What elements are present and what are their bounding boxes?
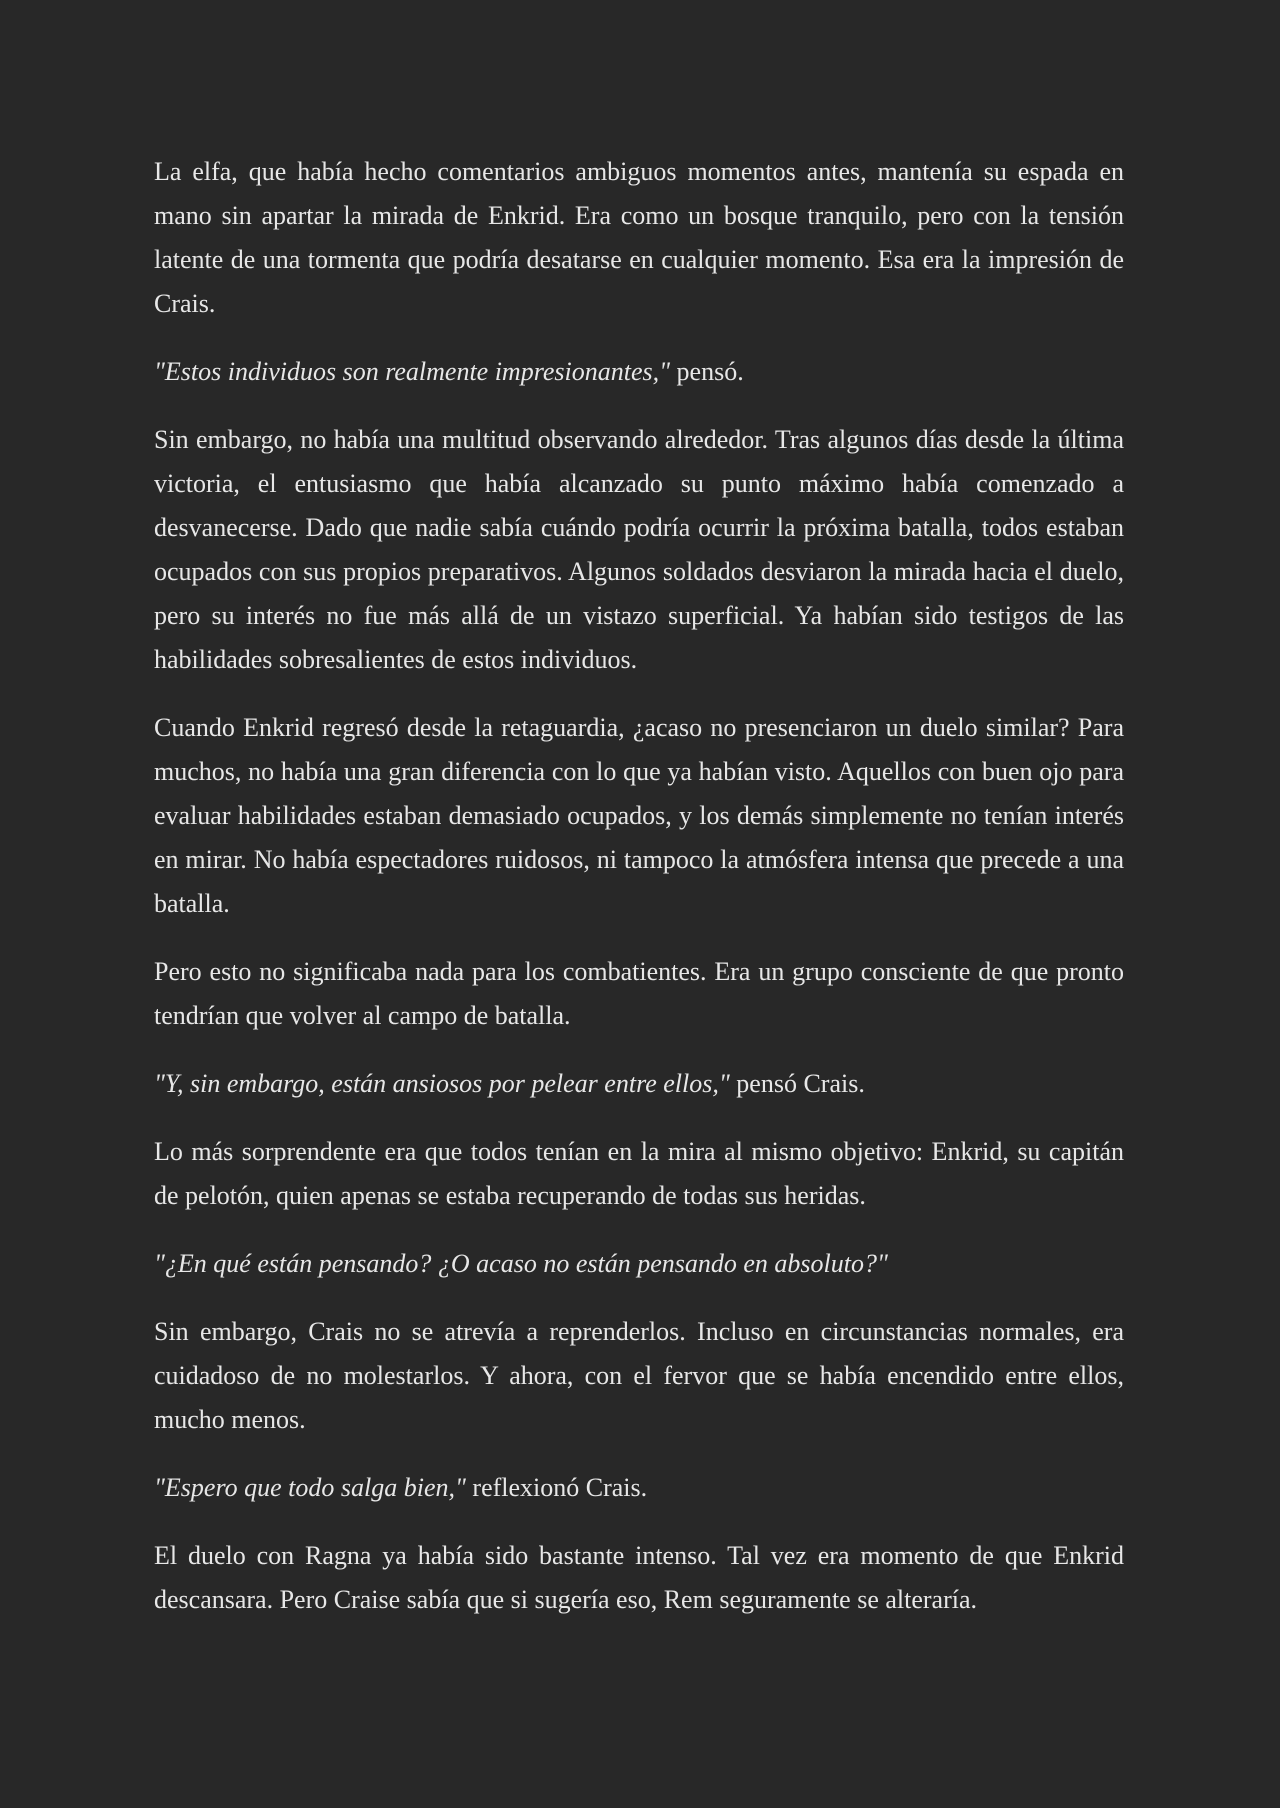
paragraph <box>154 350 1124 394</box>
narration-text: reflexionó Crais. <box>465 1473 648 1502</box>
paragraph <box>154 418 1124 682</box>
paragraph <box>154 1466 1124 1510</box>
narration-text: Sin embargo, Crais no se atrevía a reprenderlos. Incluso en circunstancias normales, era cuidadoso de no molestarlos. Y ahora, con el fervor que se había encendido entre ellos, mucho menos. <box>154 1317 1124 1434</box>
paragraph <box>154 950 1124 1038</box>
thought-text: "Y, sin embargo, están ansiosos por pelear entre ellos," <box>154 1069 730 1098</box>
paragraph <box>154 1242 1124 1286</box>
narration-text: pensó. <box>670 357 744 386</box>
narration-text: El duelo con Ragna ya había sido bastante intenso. Tal vez era momento de que Enkrid descansara. Pero Craise sabía que si sugería eso, Rem seguramente se alteraría. <box>154 1541 1124 1614</box>
paragraph <box>154 1534 1124 1622</box>
narration-text: pensó Crais. <box>729 1069 865 1098</box>
thought-text: "¿En qué están pensando? ¿O acaso no están pensando en absoluto?" <box>154 1249 888 1278</box>
narration-text: Cuando Enkrid regresó desde la retaguardia, ¿acaso no presenciaron un duelo similar? Para muchos, no había una gran diferencia con lo que ya habían visto. Aquellos con buen ojo para evaluar habilidades estaban demasiado ocupados, y los demás simplemente no tenían interés en mirar. No había espectadores ruidosos, ni tampoco la atmósfera intensa que precede a una batalla. <box>154 713 1124 918</box>
narration-text: Lo más sorprendente era que todos tenían en la mira al mismo objetivo: Enkrid, su capitán de pelotón, quien apenas se estaba recuperando de todas sus heridas. <box>154 1137 1124 1210</box>
paragraph <box>154 1062 1124 1106</box>
paragraph <box>154 150 1124 326</box>
narration-text: La elfa, que había hecho comentarios ambiguos momentos antes, mantenía su espada en mano sin apartar la mirada de Enkrid. Era como un bosque tranquilo, pero con la tensión latente de una tormenta que podría desatarse en cualquier momento. Esa era la impresión de Crais. <box>154 157 1124 318</box>
paragraph <box>154 706 1124 926</box>
narration-text: Sin embargo, no había una multitud observando alrededor. Tras algunos días desde la última victoria, el entusiasmo que había alcanzado su punto máximo había comenzado a desvanecerse. Dado que nadie sabía cuándo podría ocurrir la próxima batalla, todos estaban ocupados con sus propios preparativos. Algunos soldados desviaron la mirada hacia el duelo, pero su interés no fue más allá de un vistazo superficial. Ya habían sido testigos de las habilidades sobresalientes de estos individuos. <box>154 425 1124 674</box>
narration-text: Pero esto no significaba nada para los combatientes. Era un grupo consciente de que pronto tendrían que volver al campo de batalla. <box>154 957 1124 1030</box>
paragraph <box>154 1130 1124 1218</box>
thought-text: "Espero que todo salga bien," <box>154 1473 466 1502</box>
paragraph <box>154 1310 1124 1442</box>
chapter-text <box>154 150 1124 1646</box>
thought-text: "Estos individuos son realmente impresionantes," <box>154 357 671 386</box>
